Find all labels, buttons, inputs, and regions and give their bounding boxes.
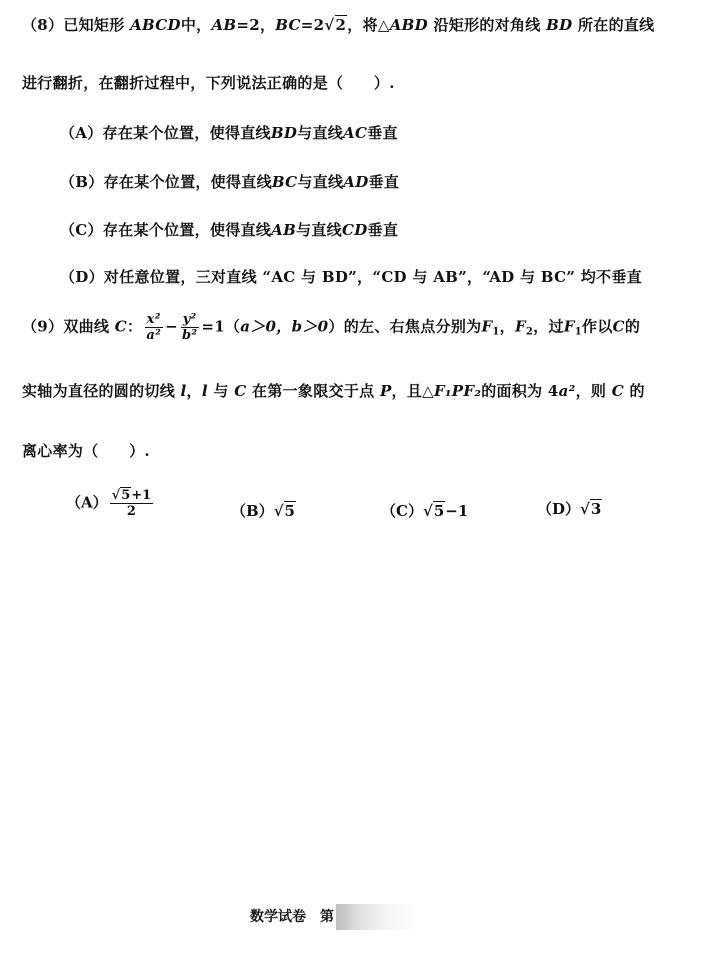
q8-bd: BD [546,16,573,34]
q8-option-b: （B）存在某个位置，使得直线BC与直线AD垂直 [60,173,400,191]
q8-text: 中， [180,16,212,34]
q9-option-d: （D）√3 [537,500,602,518]
q8-text: =2 [300,16,325,34]
fraction-x2-a2: $\frac{\text{x²}}{\text{a²}}$ [146,312,162,343]
q8-bc: BC [275,16,301,34]
fraction-y2-b2: $\frac{\text{y²}}{\text{b²}}$ [181,312,198,343]
blurred-page-number [336,904,418,930]
q9-option-a: （A） $\frac{√5+1}{2}$ [66,488,152,519]
sqrt-2: √2 [324,16,347,34]
q9-line-1: （9）双曲线 C： $\frac{\text{x²}}{\text{a²}}$ − $\frac{\text{y²}}{\text{b²}}$ =1（a＞0，b＞0）的左、右焦点分别为$F_1$，$F_2$，过$F_1$作以C的 [22,312,641,343]
fraction-sqrt5-plus1-over-2: $\frac{√5+1}{2}$ [111,488,152,519]
q8-ab: AB [211,16,237,34]
q9-line-2: 实轴为直径的圆的切线 l，l 与 C 在第一象限交于点 P，且△F₁PF₂的面积为 4a²，则 C 的 [22,382,645,400]
footer-text: 数学试卷 第 [250,909,334,925]
q8-line-2: 进行翻折，在翻折过程中，下列说法正确的是（ ）. [22,74,395,92]
q8-abcd: ABCD [130,16,181,34]
page-footer [250,904,418,930]
q8-text: =2， [236,16,276,34]
q8-text: 所在的直线 [577,16,655,34]
q9-option-b: （B）√5 [231,502,295,520]
q8-text: 已知矩形 [63,16,125,34]
q8-option-d: （D）对任意位置，三对直线 “AC 与 BD”，“CD 与 AB”，“AD 与 BC” 均不垂直 [60,268,642,286]
q8-number: （8） [22,16,64,34]
q8-text: 沿矩形的对角线 [433,16,541,34]
q9-option-c: （C）√5−1 [381,502,469,520]
q8-abd: ABD [389,16,428,34]
q8-line-1 [22,14,654,35]
q8-option-a: （A）存在某个位置，使得直线BD与直线AC垂直 [60,124,398,142]
q9-number: （9） [22,317,64,336]
q9-line-3: 离心率为（ ）. [22,442,150,460]
q8-text: ，将△ [347,16,390,34]
q8-option-c: （C）存在某个位置，使得直线AB与直线CD垂直 [60,221,399,239]
